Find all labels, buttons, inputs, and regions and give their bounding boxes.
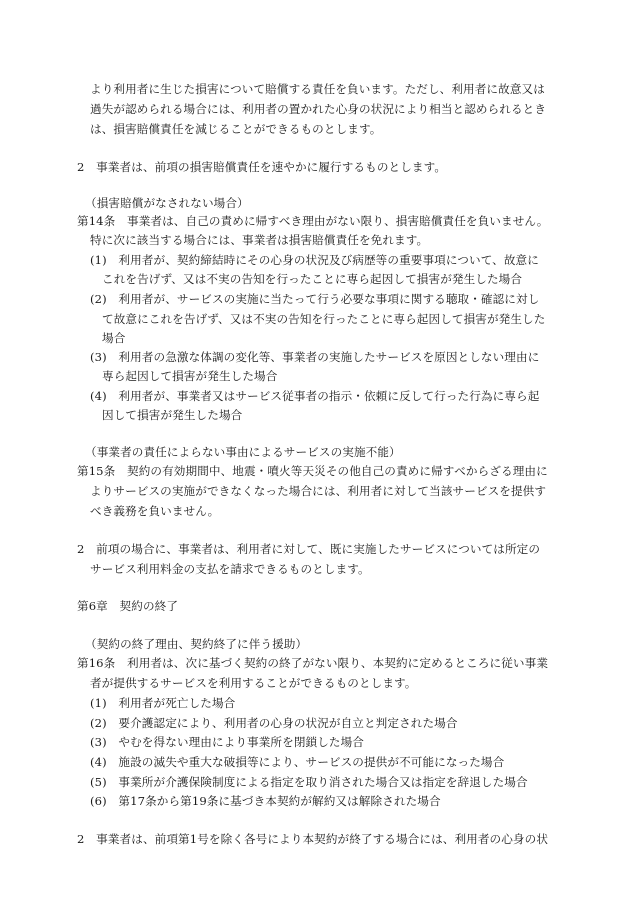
article-14-item-1: (1) 利用者が、契約締結時にその心身の状況及び病歴等の重要事項について、故意に bbox=[90, 253, 539, 267]
article-14-item-1-cont: これを告げず、又は不実の告知を行ったことに専ら起因して損害が発生した場合 bbox=[102, 272, 523, 286]
article-14-item-2-cont-2: 場合 bbox=[102, 331, 126, 345]
continuation-line-3: は、損害賠償責任を減じることができるものとします。 bbox=[90, 122, 382, 136]
article-16-item-1: (1) 利用者が死亡した場合 bbox=[90, 696, 236, 710]
article-15-caption: （事業者の責任によらない事由によるサービスの実施不能） bbox=[85, 445, 401, 459]
article-16-item-2: (2) 要介護認定により、利用者の心身の状況が自立と判定された場合 bbox=[90, 716, 458, 730]
article-16-paragraph-2: 2 事業者は、前項第1号を除く各号により本契約が終了する場合には、利用者の心身の状 bbox=[77, 832, 549, 846]
article-16-caption: （契約の終了理由、契約終了に伴う援助） bbox=[85, 637, 308, 651]
article-16-item-5: (5) 事業所が介護保険制度による指定を取り消された場合又は指定を辞退した場合 bbox=[90, 775, 528, 789]
article-14-line-2: 特に次に該当する場合には、事業者は損害賠償責任を免れます。 bbox=[90, 233, 429, 247]
continuation-line-1: より利用者に生じた損害について賠償する責任を負います。ただし、利用者に故意又は bbox=[90, 82, 545, 96]
article-15-line-2: よりサービスの実施ができなくなった場合には、利用者に対して当該サービスを提供す bbox=[90, 484, 547, 498]
article-15-paragraph-2: 2 前項の場合に、事業者は、利用者に対して、既に実施したサービスについては所定の bbox=[77, 542, 541, 556]
article-15-paragraph-2-cont: サービス利用料金の支払を請求できるものとします。 bbox=[90, 562, 370, 576]
article-14-item-4: (4) 利用者が、事業者又はサービス従事者の指示・依頼に反して行った行為に専ら起 bbox=[90, 389, 540, 403]
article-16-line-2: 者が提供するサービスを利用することができるものとします。 bbox=[90, 676, 417, 690]
article-16-item-3: (3) やむを得ない理由により事業所を閉鎖した場合 bbox=[90, 735, 364, 749]
article-14-item-3-cont: 専ら起因して損害が発生した場合 bbox=[102, 369, 278, 383]
article-14-caption: （損害賠償がなされない場合） bbox=[85, 196, 249, 210]
continuation-line-2: 過失が認められる場合には、利用者の置かれた心身の状況により相当と認められるとき bbox=[90, 102, 547, 116]
article-14-item-4-cont: 因して損害が発生した場合 bbox=[102, 408, 243, 422]
article-14-item-3: (3) 利用者の急激な体調の変化等、事業者の実施したサービスを原因としない理由に bbox=[90, 350, 540, 364]
article-16-line-1: 第16条 利用者は、次に基づく契約の終了がない限り、本契約に定めるところに従い事業 bbox=[77, 656, 549, 670]
article-14-item-2: (2) 利用者が、サービスの実施に当たって行う必要な事項に関する聴取・確認に対し bbox=[90, 292, 540, 306]
article-14-item-2-cont-1: て故意にこれを告げず、又は不実の告知を行ったことに専ら起因して損害が発生した bbox=[102, 312, 546, 326]
article-15-line-3: べき義務を負いません。 bbox=[90, 504, 220, 518]
chapter-6-heading: 第6章 契約の終了 bbox=[77, 599, 179, 613]
article-13-paragraph-2: 2 事業者は、前項の損害賠償責任を速やかに履行するものとします。 bbox=[77, 160, 447, 174]
article-14-line-1: 第14条 事業者は、自己の責めに帰すべき理由がない限り、損害賠償責任を負いません。 bbox=[77, 214, 549, 228]
article-15-line-1: 第15条 契約の有効期間中、地震・噴火等天災その他自己の責めに帰すべからざる理由に bbox=[77, 464, 548, 478]
article-16-item-6: (6) 第17条から第19条に基づき本契約が解約又は解除された場合 bbox=[90, 794, 441, 808]
article-16-item-4: (4) 施設の滅失や重大な破損等により、サービスの提供が不可能になった場合 bbox=[90, 755, 505, 769]
